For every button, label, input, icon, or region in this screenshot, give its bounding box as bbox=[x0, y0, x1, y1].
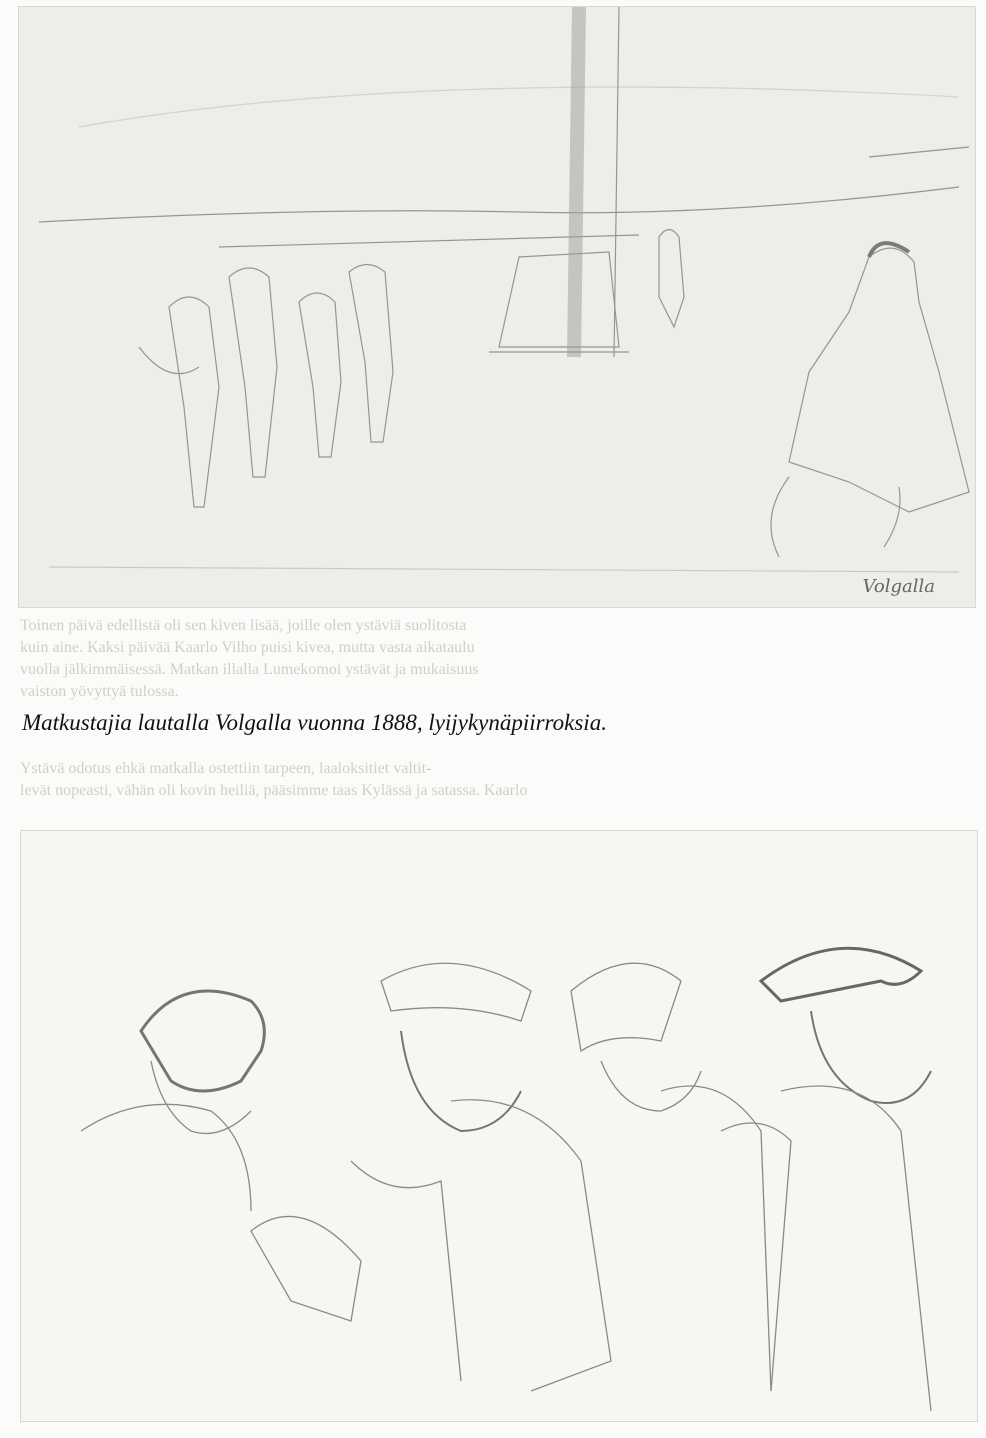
four-men-in-caps-sketch bbox=[21, 831, 977, 1421]
top-pencil-drawing bbox=[18, 6, 976, 608]
bleed-through-text-1: Toinen päivä edellistä oli sen kiven lisää, joille olen ystäviä suolitosta bbox=[20, 617, 467, 634]
bleed-through-text-3: vuolla jälkimmäisessä. Matkan illalla Lumekomoi ystävät ja mukaisuus bbox=[20, 661, 479, 678]
bleed-through-text-2: kuin aine. Kaksi päivää Kaarlo Vilho puisi kivea, mutta vasta aikataulu bbox=[20, 639, 475, 656]
bottom-pencil-drawing bbox=[20, 830, 978, 1422]
bleed-through-text-6: levät nopeasti, vähän oli kovin heiliä, pääsimme taas Kylässä ja satassa. Kaarlo bbox=[20, 782, 528, 799]
bleed-through-text-4: vaiston yövyttyä tulossa. bbox=[20, 683, 179, 700]
bleed-through-text-5: Ystävä odotus ehkä matkalla ostettiin tarpeen, laaloksitiet valtit- bbox=[20, 760, 432, 777]
figure-caption: Matkustajia lautalla Volgalla vuonna 1888, lyijykynäpiirroksia. bbox=[22, 710, 607, 735]
artist-signature: Volgalla bbox=[862, 576, 935, 597]
ferry-deck-sketch bbox=[19, 7, 975, 607]
